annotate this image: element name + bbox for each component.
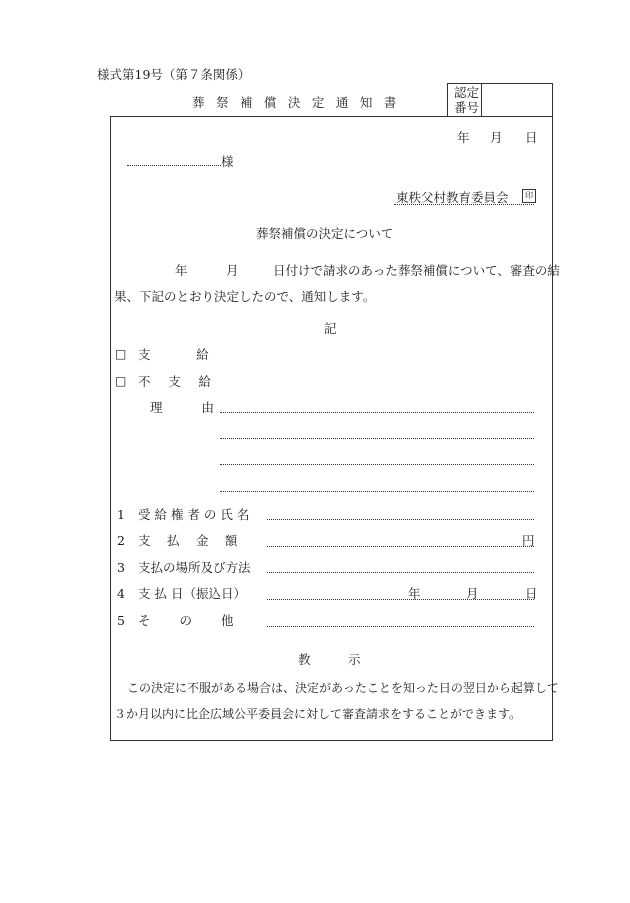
notice-frame [110, 116, 553, 741]
addressee-suffix: 様 [221, 154, 234, 169]
cert-label-line2: 番号 [454, 100, 480, 115]
sender-name: 東秩父村教育委員会 [396, 190, 509, 205]
item-3-label: 支払の場所及び方法 [138, 560, 251, 575]
recipient-name-field[interactable] [267, 519, 534, 520]
payday-month: 月 [466, 586, 479, 601]
reason-line-4[interactable] [220, 491, 534, 492]
body-line1: 日付けで請求のあった葬祭補償について、審査の結 [273, 263, 560, 278]
checkbox-nopay[interactable]: □ [115, 374, 127, 388]
body-month: 月 [226, 263, 239, 278]
item-5-num: 5 [117, 613, 125, 628]
item-4-num: 4 [117, 586, 125, 601]
ki-heading: 記 [324, 321, 337, 336]
reason-line-2[interactable] [220, 438, 534, 439]
reason-line-3[interactable] [220, 464, 534, 465]
reason-line-1[interactable] [220, 412, 534, 413]
notice-line2: ３か月以内に比企広域公平委員会に対して審査請求をすることができます。 [114, 707, 522, 721]
seal-icon: 印 [522, 189, 536, 203]
item-2-label: 支 払 金 額 [138, 533, 238, 548]
payday-day: 日 [525, 586, 538, 601]
item-5-label: そ の 他 [138, 613, 234, 628]
body-line2: 果、下記のとおり決定したので、通知します。 [114, 289, 376, 304]
payment-date-field[interactable] [267, 599, 534, 600]
certification-number-box [447, 83, 553, 116]
form-number: 様式第19号（第７条関係） [97, 67, 251, 82]
date-month: 月 [490, 130, 503, 145]
item-1-num: 1 [117, 507, 125, 522]
sender-underline [394, 204, 534, 205]
option-pay-label: 支 給 [138, 347, 216, 362]
item-1-label: 受 給 権 者 の 氏 名 [138, 507, 250, 522]
other-field[interactable] [267, 626, 534, 627]
item-3-num: 3 [117, 560, 125, 575]
reason-label: 理 由 [150, 400, 222, 415]
document-title: 葬 祭 補 償 決 定 通 知 書 [192, 95, 401, 110]
option-nopay-label: 不 支 給 [138, 374, 218, 389]
notice-line1: この決定に不服がある場合は、決定があったことを知った日の翌日から起算して [127, 681, 559, 695]
cert-number-field[interactable] [482, 84, 552, 116]
addressee-field[interactable] [127, 165, 221, 166]
amount-unit: 円 [522, 533, 535, 548]
item-2-num: 2 [117, 533, 125, 548]
amount-field[interactable] [267, 546, 534, 547]
payment-method-field[interactable] [267, 572, 534, 573]
date-day: 日 [525, 130, 538, 145]
body-year: 年 [175, 263, 188, 278]
cert-label-line1: 認定 [454, 85, 480, 100]
item-4-label: 支 払 日（振込日） [138, 586, 246, 601]
payday-year: 年 [408, 586, 421, 601]
checkbox-pay[interactable]: □ [115, 347, 127, 361]
subject-line: 葬祭補償の決定について [256, 226, 394, 241]
date-year: 年 [457, 130, 470, 145]
notice-title: 教 示 [298, 652, 361, 667]
